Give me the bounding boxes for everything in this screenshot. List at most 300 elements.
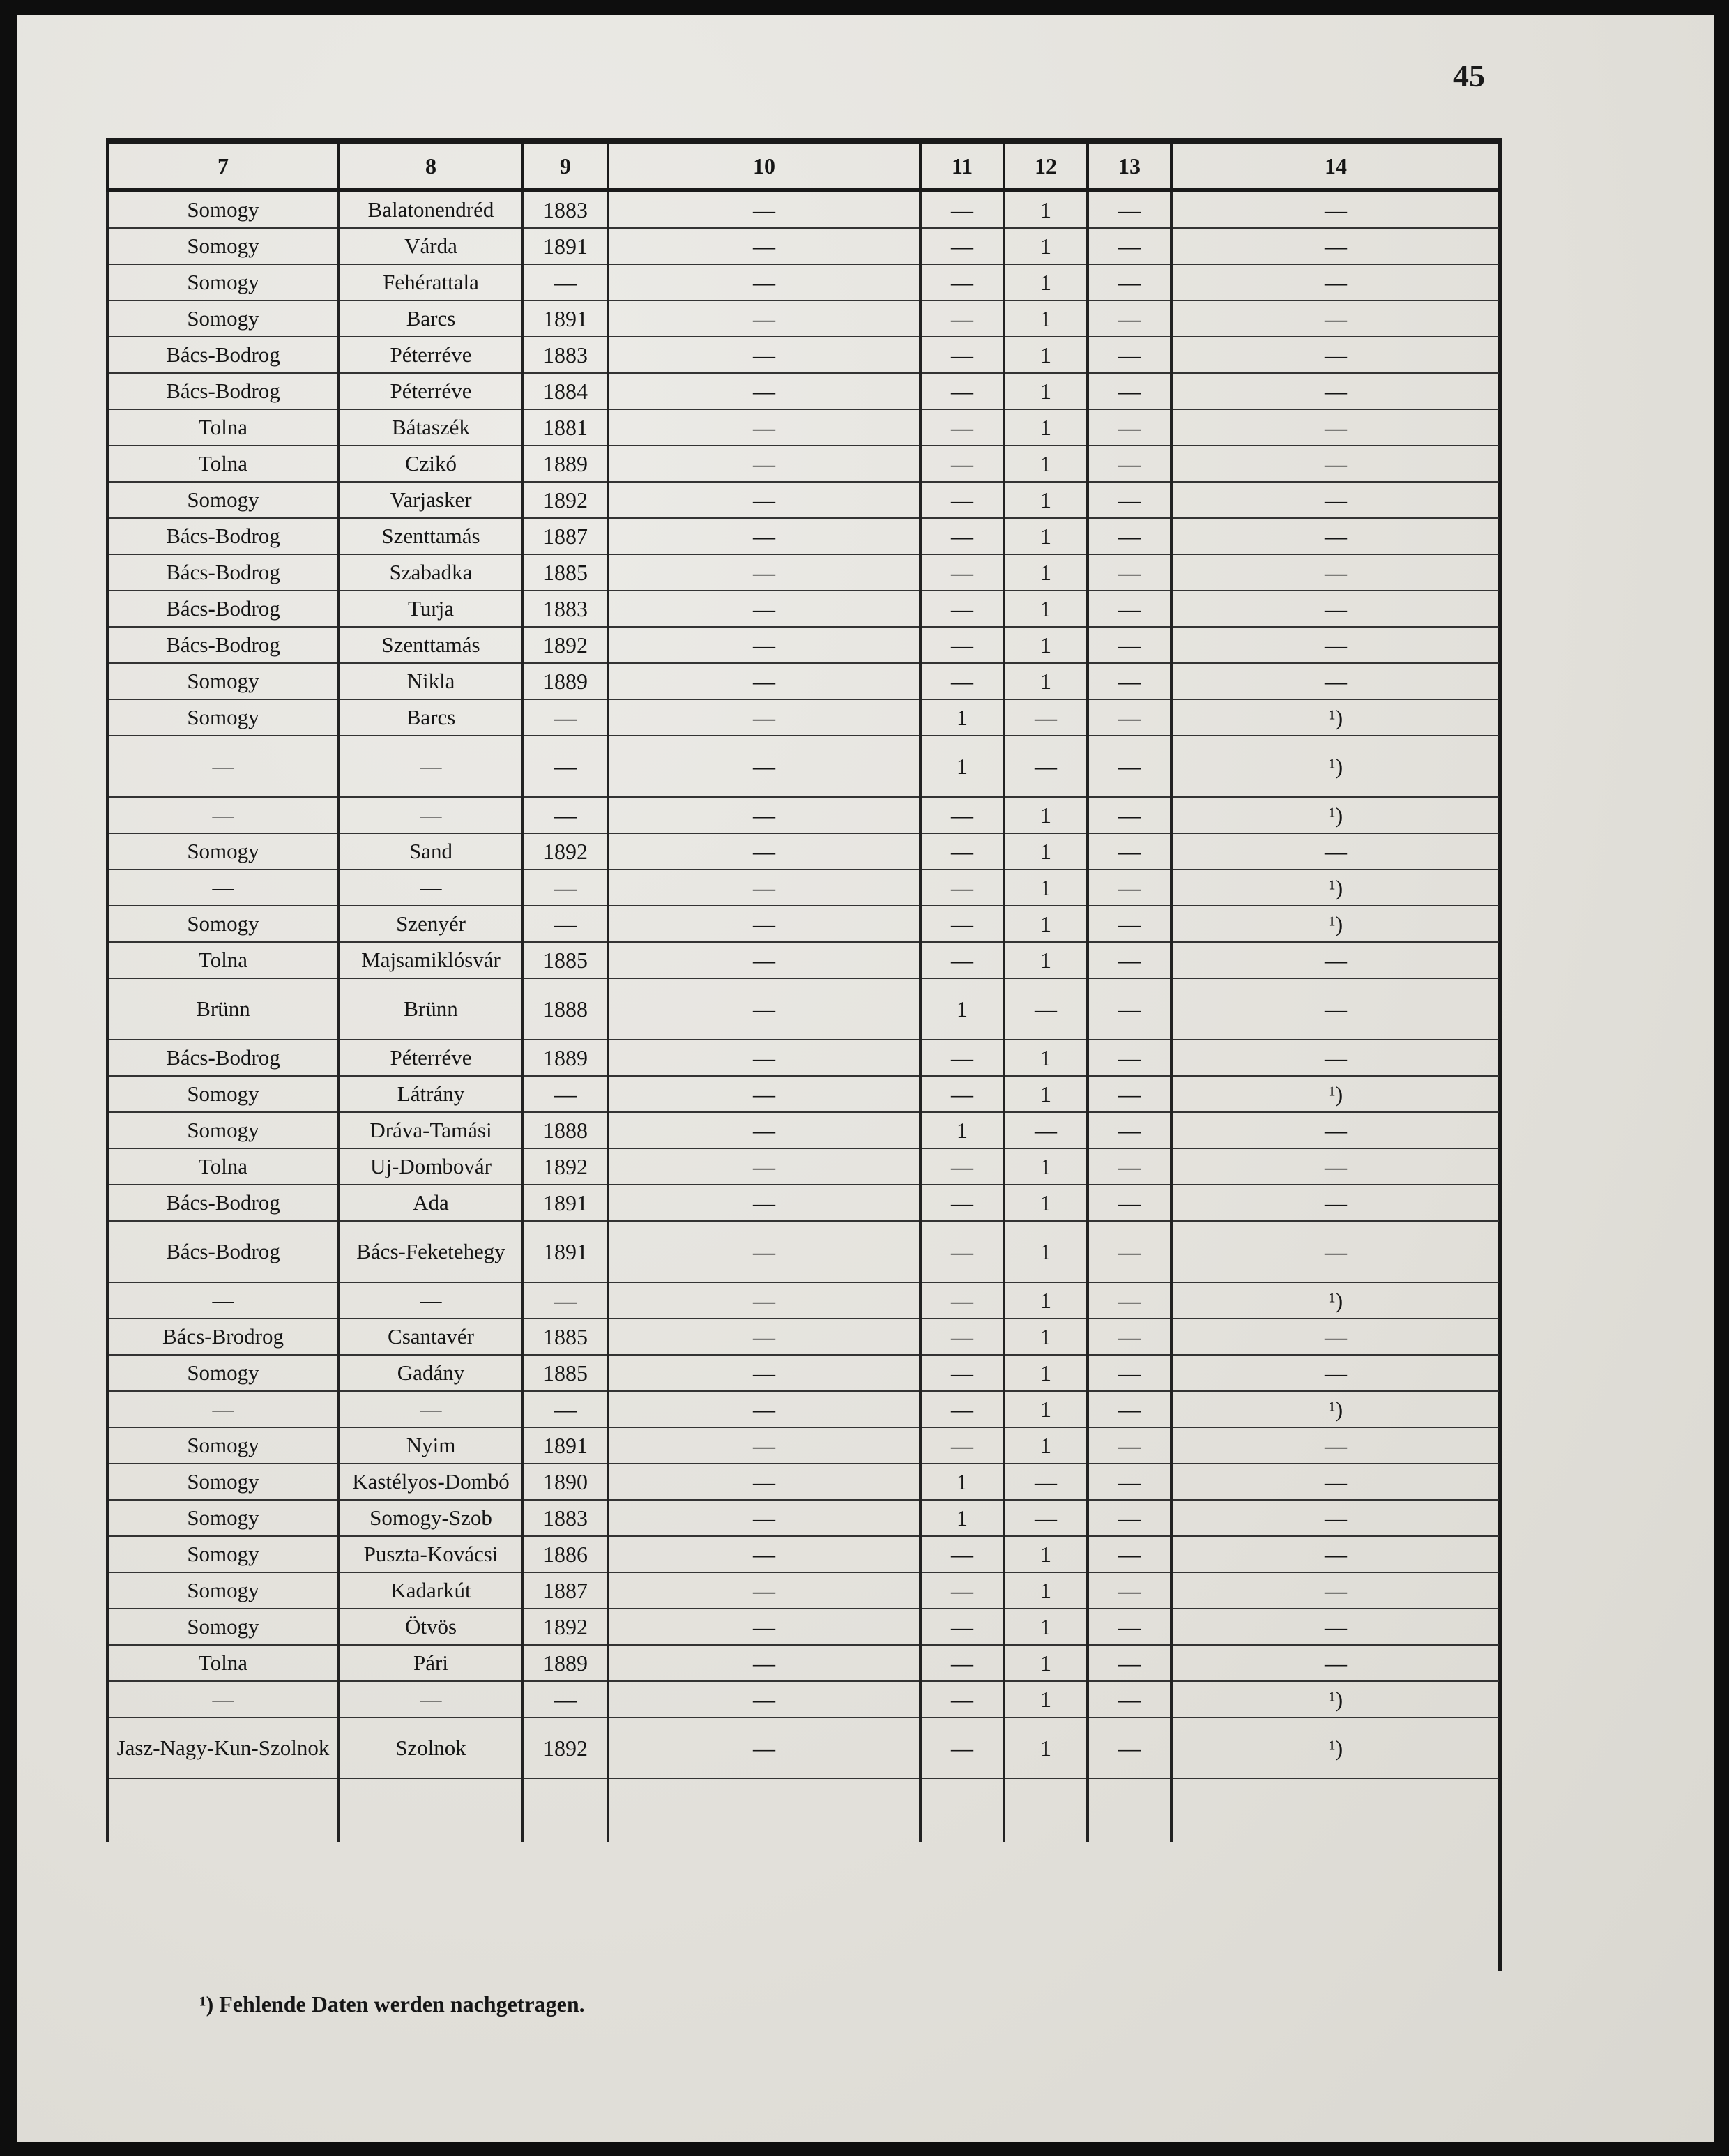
cell-county: Somogy — [107, 1355, 339, 1391]
statistics-table-frame — [106, 138, 1502, 1971]
cell-county: Somogy — [107, 1500, 339, 1536]
table-row — [107, 337, 1499, 373]
cell-col-12: 1 — [1004, 482, 1088, 518]
table-row — [107, 1681, 1499, 1717]
cell-col-11: — — [920, 1221, 1004, 1282]
cell-col-14: — — [1171, 482, 1499, 518]
cell-col-12: 1 — [1004, 190, 1088, 228]
footnote: ¹) Fehlende Daten werden nachgetragen. — [199, 1991, 585, 2017]
cell-col-11: — — [920, 446, 1004, 482]
cell-place: Turja — [339, 591, 523, 627]
column-header-10: 10 — [608, 144, 920, 190]
cell-county: Somogy — [107, 301, 339, 337]
empty-cell — [107, 1779, 339, 1842]
cell-col-13: — — [1088, 1148, 1171, 1185]
cell-col-11: — — [920, 554, 1004, 591]
cell-col-13: — — [1088, 337, 1171, 373]
table-row — [107, 591, 1499, 627]
cell-col-11: — — [920, 1319, 1004, 1355]
table-row — [107, 1645, 1499, 1681]
cell-col-11: — — [920, 870, 1004, 906]
cell-place: Szabadka — [339, 554, 523, 591]
table-row — [107, 1221, 1499, 1282]
cell-county: Tolna — [107, 1148, 339, 1185]
cell-col-11: — — [920, 1609, 1004, 1645]
table-row — [107, 1076, 1499, 1112]
cell-col-13: — — [1088, 942, 1171, 978]
cell-col-13: — — [1088, 627, 1171, 663]
cell-county: Somogy — [107, 1076, 339, 1112]
cell-col-14: — — [1171, 591, 1499, 627]
cell-place: Szenttamás — [339, 518, 523, 554]
cell-col-14: — — [1171, 942, 1499, 978]
cell-county: Somogy — [107, 906, 339, 942]
cell-col-11: — — [920, 906, 1004, 942]
cell-year: 1889 — [523, 1645, 608, 1681]
cell-county: Bács-Bodrog — [107, 554, 339, 591]
cell-year: 1887 — [523, 518, 608, 554]
cell-county: — — [107, 736, 339, 797]
cell-year: 1885 — [523, 1319, 608, 1355]
table-row — [107, 1112, 1499, 1148]
cell-col-14: — — [1171, 1645, 1499, 1681]
table-row — [107, 942, 1499, 978]
cell-col-13: — — [1088, 833, 1171, 870]
column-header-14: 14 — [1171, 144, 1499, 190]
cell-county: Bács-Bodrog — [107, 627, 339, 663]
cell-col-12: 1 — [1004, 1681, 1088, 1717]
cell-col-14: — — [1171, 446, 1499, 482]
cell-col-10: — — [608, 1282, 920, 1319]
cell-year: 1892 — [523, 1148, 608, 1185]
cell-col-11: — — [920, 1572, 1004, 1609]
cell-col-13: — — [1088, 518, 1171, 554]
table-row — [107, 1185, 1499, 1221]
cell-col-13: — — [1088, 1185, 1171, 1221]
cell-col-13: — — [1088, 228, 1171, 264]
cell-col-10: — — [608, 190, 920, 228]
cell-col-10: — — [608, 870, 920, 906]
cell-county: Somogy — [107, 1427, 339, 1464]
cell-col-12: 1 — [1004, 264, 1088, 301]
cell-place: Péterréve — [339, 1040, 523, 1076]
cell-col-14: ¹) — [1171, 1076, 1499, 1112]
cell-place: Bács-Feketehegy — [339, 1221, 523, 1282]
table-row — [107, 736, 1499, 797]
cell-county: — — [107, 1681, 339, 1717]
cell-col-11: — — [920, 409, 1004, 446]
cell-col-13: — — [1088, 482, 1171, 518]
cell-county: Somogy — [107, 1609, 339, 1645]
cell-col-14: ¹) — [1171, 1681, 1499, 1717]
cell-col-10: — — [608, 373, 920, 409]
cell-place: Szolnok — [339, 1717, 523, 1779]
cell-col-10: — — [608, 1185, 920, 1221]
header-row — [107, 144, 1499, 190]
cell-col-10: — — [608, 1040, 920, 1076]
cell-col-12: — — [1004, 1464, 1088, 1500]
cell-county: Bács-Bodrog — [107, 337, 339, 373]
cell-county: Bács-Bodrog — [107, 1221, 339, 1282]
cell-col-13: — — [1088, 978, 1171, 1040]
cell-year: 1885 — [523, 554, 608, 591]
cell-col-12: 1 — [1004, 301, 1088, 337]
cell-year: 1890 — [523, 1464, 608, 1500]
table-row — [107, 1464, 1499, 1500]
cell-col-11: — — [920, 797, 1004, 833]
cell-place: — — [339, 1282, 523, 1319]
cell-col-14: ¹) — [1171, 1282, 1499, 1319]
cell-place: Somogy-Szob — [339, 1500, 523, 1536]
empty-cell — [920, 1779, 1004, 1842]
cell-col-11: — — [920, 337, 1004, 373]
cell-col-11: 1 — [920, 1464, 1004, 1500]
cell-col-14: — — [1171, 1609, 1499, 1645]
cell-col-14: — — [1171, 1185, 1499, 1221]
cell-col-14: ¹) — [1171, 797, 1499, 833]
cell-place: Barcs — [339, 301, 523, 337]
table-row — [107, 1319, 1499, 1355]
cell-county: Bács-Bodrog — [107, 373, 339, 409]
cell-col-12: 1 — [1004, 1040, 1088, 1076]
cell-col-13: — — [1088, 1112, 1171, 1148]
cell-year: 1892 — [523, 1609, 608, 1645]
table-row — [107, 482, 1499, 518]
cell-place: — — [339, 1391, 523, 1427]
cell-col-14: — — [1171, 1040, 1499, 1076]
cell-col-12: 1 — [1004, 1185, 1088, 1221]
cell-col-10: — — [608, 1355, 920, 1391]
cell-county: Somogy — [107, 1572, 339, 1609]
cell-col-12: 1 — [1004, 1282, 1088, 1319]
cell-county: Somogy — [107, 833, 339, 870]
table-row — [107, 1609, 1499, 1645]
cell-col-10: — — [608, 554, 920, 591]
cell-year: — — [523, 264, 608, 301]
cell-year: — — [523, 906, 608, 942]
cell-year: 1888 — [523, 978, 608, 1040]
cell-col-14: ¹) — [1171, 699, 1499, 736]
table-row — [107, 1282, 1499, 1319]
cell-year: — — [523, 870, 608, 906]
empty-cell — [608, 1779, 920, 1842]
cell-col-13: — — [1088, 1221, 1171, 1282]
cell-col-13: — — [1088, 870, 1171, 906]
table-row — [107, 1427, 1499, 1464]
cell-col-12: 1 — [1004, 1427, 1088, 1464]
cell-place: Ötvös — [339, 1609, 523, 1645]
cell-col-10: — — [608, 1427, 920, 1464]
table-row — [107, 833, 1499, 870]
table-row — [107, 190, 1499, 228]
cell-year: 1885 — [523, 942, 608, 978]
cell-county: Bács-Bodrog — [107, 591, 339, 627]
cell-place: Várda — [339, 228, 523, 264]
table-row — [107, 228, 1499, 264]
cell-place: Ada — [339, 1185, 523, 1221]
table-row — [107, 554, 1499, 591]
cell-year: 1892 — [523, 833, 608, 870]
cell-col-11: — — [920, 1185, 1004, 1221]
cell-col-12: 1 — [1004, 373, 1088, 409]
cell-col-11: — — [920, 1282, 1004, 1319]
cell-col-12: 1 — [1004, 337, 1088, 373]
cell-county: Bács-Brodrog — [107, 1319, 339, 1355]
cell-place: Brünn — [339, 978, 523, 1040]
cell-county: Tolna — [107, 409, 339, 446]
cell-col-12: 1 — [1004, 627, 1088, 663]
cell-col-13: — — [1088, 906, 1171, 942]
table-row — [107, 1355, 1499, 1391]
cell-col-10: — — [608, 1609, 920, 1645]
column-header-8: 8 — [339, 144, 523, 190]
cell-county: Tolna — [107, 446, 339, 482]
cell-col-11: — — [920, 482, 1004, 518]
cell-place: Nikla — [339, 663, 523, 699]
cell-col-13: — — [1088, 591, 1171, 627]
column-header-9: 9 — [523, 144, 608, 190]
cell-col-12: 1 — [1004, 870, 1088, 906]
statistics-table — [106, 144, 1499, 1842]
cell-year: — — [523, 1391, 608, 1427]
cell-place: Dráva-Tamási — [339, 1112, 523, 1148]
cell-place: Látrány — [339, 1076, 523, 1112]
cell-year: 1883 — [523, 337, 608, 373]
cell-col-14: — — [1171, 1355, 1499, 1391]
cell-col-10: — — [608, 699, 920, 736]
cell-year: — — [523, 1681, 608, 1717]
cell-col-12: 1 — [1004, 663, 1088, 699]
cell-col-10: — — [608, 301, 920, 337]
cell-place: Puszta-Kovácsi — [339, 1536, 523, 1572]
empty-cell — [339, 1779, 523, 1842]
cell-col-12: 1 — [1004, 1609, 1088, 1645]
cell-county: Somogy — [107, 699, 339, 736]
cell-col-12: 1 — [1004, 797, 1088, 833]
cell-year: 1883 — [523, 190, 608, 228]
cell-county: Brünn — [107, 978, 339, 1040]
cell-place: Uj-Dombovár — [339, 1148, 523, 1185]
cell-col-13: — — [1088, 1391, 1171, 1427]
cell-col-12: 1 — [1004, 228, 1088, 264]
cell-col-14: ¹) — [1171, 1391, 1499, 1427]
cell-col-14: — — [1171, 373, 1499, 409]
cell-col-14: — — [1171, 1536, 1499, 1572]
cell-col-13: — — [1088, 736, 1171, 797]
cell-place: Gadány — [339, 1355, 523, 1391]
cell-col-14: — — [1171, 409, 1499, 446]
cell-year: 1883 — [523, 1500, 608, 1536]
cell-col-10: — — [608, 797, 920, 833]
cell-place: Czikó — [339, 446, 523, 482]
cell-place: Péterréve — [339, 337, 523, 373]
table-row — [107, 797, 1499, 833]
cell-col-11: 1 — [920, 978, 1004, 1040]
cell-col-14: — — [1171, 978, 1499, 1040]
cell-col-12: 1 — [1004, 1221, 1088, 1282]
cell-col-12: 1 — [1004, 833, 1088, 870]
cell-col-13: — — [1088, 663, 1171, 699]
cell-year: 1887 — [523, 1572, 608, 1609]
cell-place: Bátaszék — [339, 409, 523, 446]
cell-col-10: — — [608, 1681, 920, 1717]
cell-col-13: — — [1088, 1040, 1171, 1076]
table-row — [107, 870, 1499, 906]
cell-county: Somogy — [107, 264, 339, 301]
cell-col-14: — — [1171, 1572, 1499, 1609]
cell-county: Somogy — [107, 1536, 339, 1572]
cell-col-13: — — [1088, 264, 1171, 301]
cell-col-14: ¹) — [1171, 736, 1499, 797]
page-number: 45 — [1453, 58, 1485, 93]
cell-col-13: — — [1088, 1572, 1171, 1609]
table-row — [107, 1391, 1499, 1427]
cell-col-13: — — [1088, 797, 1171, 833]
cell-col-14: — — [1171, 228, 1499, 264]
cell-place: Csantavér — [339, 1319, 523, 1355]
cell-col-10: — — [608, 446, 920, 482]
cell-col-12: 1 — [1004, 554, 1088, 591]
cell-county: Bács-Bodrog — [107, 1040, 339, 1076]
cell-col-14: — — [1171, 264, 1499, 301]
cell-col-12: — — [1004, 736, 1088, 797]
cell-year: 1889 — [523, 1040, 608, 1076]
cell-col-14: — — [1171, 554, 1499, 591]
cell-col-10: — — [608, 906, 920, 942]
cell-col-14: — — [1171, 1319, 1499, 1355]
cell-col-11: — — [920, 1645, 1004, 1681]
cell-county: Jasz-Nagy-Kun-Szolnok — [107, 1717, 339, 1779]
cell-year: 1881 — [523, 409, 608, 446]
cell-col-14: — — [1171, 301, 1499, 337]
cell-county: Somogy — [107, 1464, 339, 1500]
cell-col-10: — — [608, 1645, 920, 1681]
cell-col-10: — — [608, 264, 920, 301]
cell-year: 1892 — [523, 1717, 608, 1779]
cell-col-13: — — [1088, 1076, 1171, 1112]
cell-col-14: — — [1171, 1464, 1499, 1500]
cell-col-12: 1 — [1004, 1645, 1088, 1681]
cell-year: — — [523, 699, 608, 736]
cell-col-10: — — [608, 1464, 920, 1500]
cell-col-11: — — [920, 1040, 1004, 1076]
cell-col-11: — — [920, 663, 1004, 699]
cell-col-11: — — [920, 942, 1004, 978]
cell-col-10: — — [608, 228, 920, 264]
cell-col-12: 1 — [1004, 518, 1088, 554]
cell-col-12: 1 — [1004, 942, 1088, 978]
cell-place: — — [339, 1681, 523, 1717]
cell-place: Balatonendréd — [339, 190, 523, 228]
cell-county: Tolna — [107, 942, 339, 978]
cell-col-12: 1 — [1004, 1148, 1088, 1185]
cell-col-10: — — [608, 1536, 920, 1572]
empty-row — [107, 1779, 1499, 1842]
cell-year: — — [523, 736, 608, 797]
cell-col-12: — — [1004, 699, 1088, 736]
cell-col-12: 1 — [1004, 1319, 1088, 1355]
table-row — [107, 1717, 1499, 1779]
cell-col-11: — — [920, 264, 1004, 301]
cell-county: Bács-Bodrog — [107, 1185, 339, 1221]
cell-place: — — [339, 736, 523, 797]
table-row — [107, 1536, 1499, 1572]
cell-col-13: — — [1088, 554, 1171, 591]
cell-place: Nyim — [339, 1427, 523, 1464]
cell-col-13: — — [1088, 1355, 1171, 1391]
cell-col-11: 1 — [920, 1500, 1004, 1536]
cell-col-10: — — [608, 978, 920, 1040]
cell-col-10: — — [608, 518, 920, 554]
cell-county: Somogy — [107, 482, 339, 518]
cell-county: Somogy — [107, 1112, 339, 1148]
cell-place: Pári — [339, 1645, 523, 1681]
table-row — [107, 663, 1499, 699]
cell-year: — — [523, 797, 608, 833]
cell-county: — — [107, 870, 339, 906]
cell-col-11: 1 — [920, 1112, 1004, 1148]
cell-col-10: — — [608, 1319, 920, 1355]
cell-county: — — [107, 797, 339, 833]
table-row — [107, 1500, 1499, 1536]
table-row — [107, 518, 1499, 554]
cell-col-13: — — [1088, 190, 1171, 228]
column-header-13: 13 — [1088, 144, 1171, 190]
cell-col-10: — — [608, 1221, 920, 1282]
cell-col-13: — — [1088, 1645, 1171, 1681]
cell-col-14: — — [1171, 833, 1499, 870]
cell-place: Sand — [339, 833, 523, 870]
cell-col-12: 1 — [1004, 1355, 1088, 1391]
cell-year: 1889 — [523, 663, 608, 699]
cell-col-11: — — [920, 228, 1004, 264]
cell-col-13: — — [1088, 1282, 1171, 1319]
cell-col-12: — — [1004, 978, 1088, 1040]
cell-col-10: — — [608, 1076, 920, 1112]
cell-year: 1889 — [523, 446, 608, 482]
cell-place: Szenyér — [339, 906, 523, 942]
table-row — [107, 264, 1499, 301]
cell-col-14: — — [1171, 1500, 1499, 1536]
cell-year: 1884 — [523, 373, 608, 409]
cell-col-14: — — [1171, 337, 1499, 373]
cell-col-14: — — [1171, 627, 1499, 663]
table-row — [107, 699, 1499, 736]
cell-col-10: — — [608, 1391, 920, 1427]
cell-col-11: — — [920, 518, 1004, 554]
cell-col-13: — — [1088, 1717, 1171, 1779]
cell-county: Somogy — [107, 228, 339, 264]
cell-year: 1891 — [523, 1185, 608, 1221]
cell-col-11: — — [920, 373, 1004, 409]
empty-cell — [1171, 1779, 1499, 1842]
cell-col-11: — — [920, 591, 1004, 627]
cell-col-14: ¹) — [1171, 870, 1499, 906]
table-row — [107, 627, 1499, 663]
empty-cell — [1088, 1779, 1171, 1842]
cell-year: 1892 — [523, 627, 608, 663]
cell-col-11: — — [920, 1681, 1004, 1717]
cell-col-12: 1 — [1004, 446, 1088, 482]
cell-county: — — [107, 1282, 339, 1319]
cell-place: Majsamiklósvár — [339, 942, 523, 978]
cell-county: — — [107, 1391, 339, 1427]
cell-col-13: — — [1088, 1536, 1171, 1572]
cell-year: 1891 — [523, 228, 608, 264]
cell-col-14: — — [1171, 1148, 1499, 1185]
empty-cell — [523, 1779, 608, 1842]
table-row — [107, 1148, 1499, 1185]
